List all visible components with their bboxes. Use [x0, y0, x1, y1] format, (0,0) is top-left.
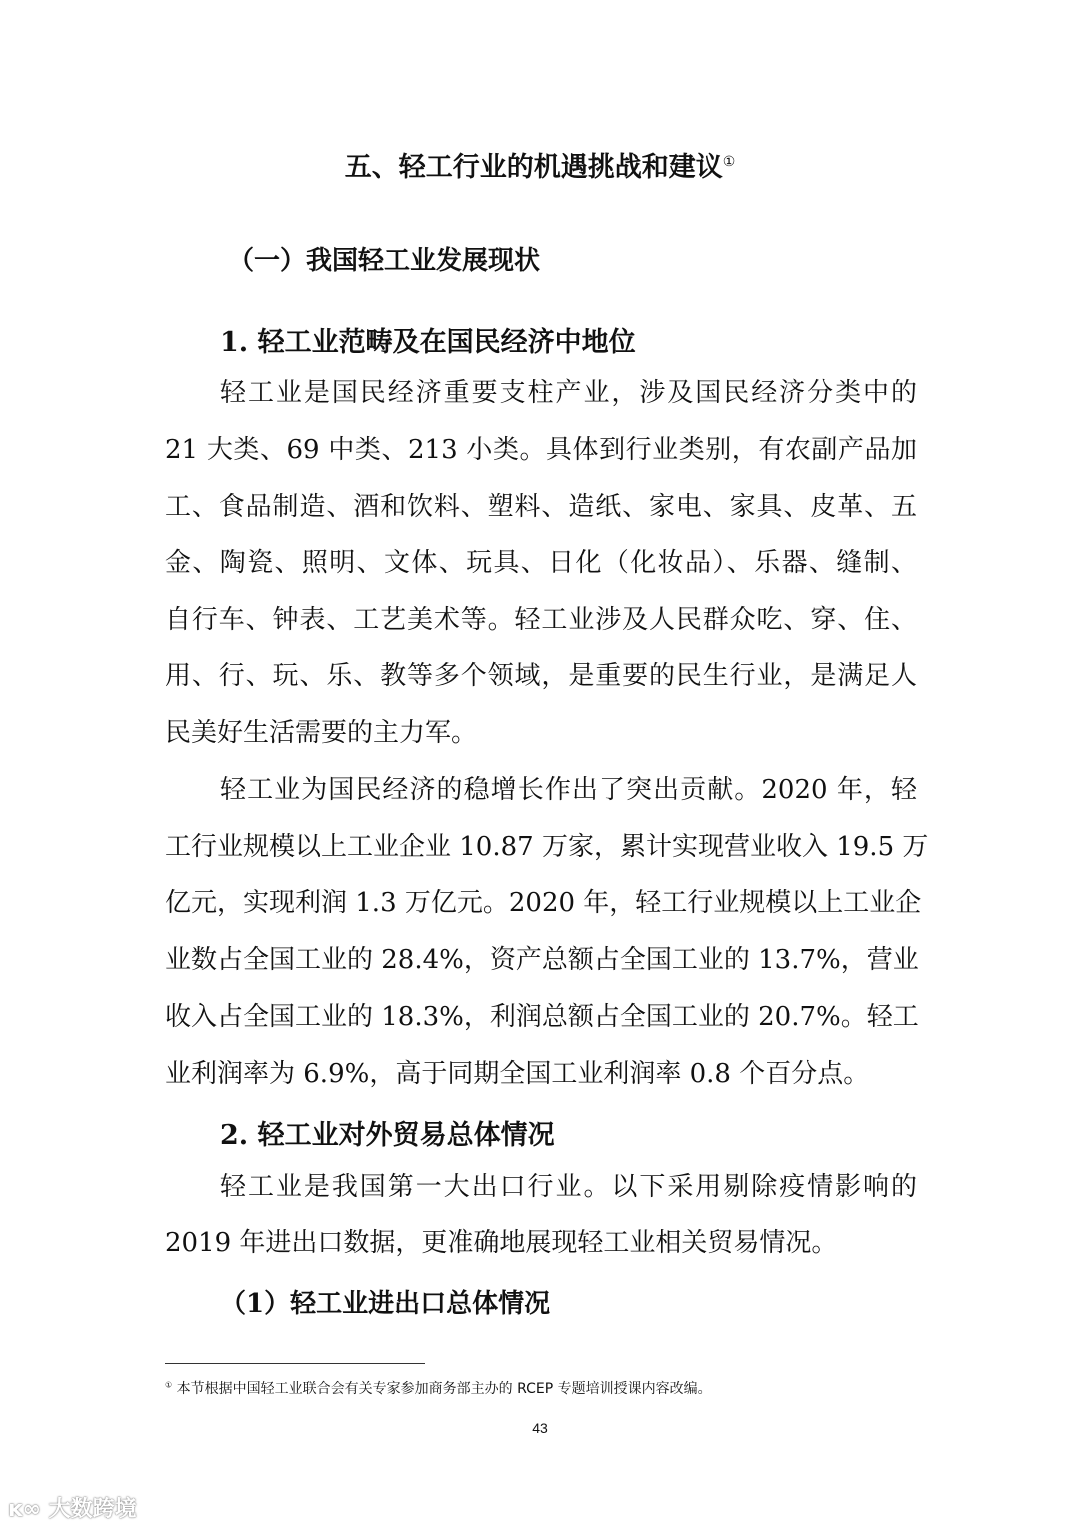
- text-line: 2019 年进出口数据，更准确地展现轻工业相关贸易情况。: [165, 1228, 838, 1258]
- text-line: 民美好生活需要的主力军。: [165, 718, 478, 748]
- text-line: 轻工业为国民经济的稳增长作出了突出贡献。2020 年，轻: [220, 775, 917, 805]
- text-line: 用、行、玩、乐、教等多个领域，是重要的民生行业，是满足人: [165, 661, 917, 691]
- page-title: [0, 145, 1080, 184]
- text-line: 自行车、钟表、工艺美术等。轻工业涉及人民群众吃、穿、住、: [165, 605, 917, 635]
- subsection-heading: 1. 轻工业范畴及在国民经济中地位: [220, 327, 636, 358]
- text-line: 金、陶瓷、照明、文体、玩具、日化（化妆品）、乐器、缝制、: [165, 548, 917, 578]
- title-text: 五、轻工行业的机遇挑战和建议: [344, 152, 723, 183]
- section-heading: （一）我国轻工业发展现状: [228, 246, 541, 276]
- text-line: 业数占全国工业的 28.4%，资产总额占全国工业的 13.7%，营业: [165, 945, 919, 975]
- text-line: 轻工业是我国第一大出口行业。以下采用剔除疫情影响的: [220, 1172, 917, 1202]
- text-line: 21 大类、69 中类、213 小类。具体到行业类别，有农副产品加: [165, 435, 917, 465]
- footnote-divider: [165, 1363, 425, 1364]
- text-line: 收入占全国工业的 18.3%，利润总额占全国工业的 20.7%。轻工: [165, 1002, 919, 1032]
- footnote-text: 本节根据中国轻工业联合会有关专家参加商务部主办的 RCEP 专题培训授课内容改编。: [176, 1381, 712, 1397]
- footnote-ref: ①: [722, 154, 736, 170]
- text-line: 业利润率为 6.9%，高于同期全国工业利润率 0.8 个百分点。: [165, 1059, 870, 1089]
- text-line: 轻工业是国民经济重要支柱产业，涉及国民经济分类中的: [220, 378, 917, 408]
- text-line: 工行业规模以上工业企业 10.87 万家，累计实现营业收入 19.5 万: [165, 832, 929, 862]
- text-line: 工、食品制造、酒和饮料、塑料、造纸、家电、家具、皮革、五: [165, 492, 917, 522]
- footnote: [165, 1378, 712, 1398]
- watermark-text: 大数跨境: [48, 1497, 137, 1522]
- watermark-logo: ᴋ∞ 大数跨境: [8, 1497, 137, 1522]
- subsubsection-heading: （1）轻工业进出口总体情况: [220, 1289, 551, 1319]
- subsection-heading: 2. 轻工业对外贸易总体情况: [220, 1120, 555, 1151]
- text-line: 亿元，实现利润 1.3 万亿元。2020 年，轻工行业规模以上工业企: [165, 888, 922, 918]
- page-number: 43: [532, 1420, 548, 1436]
- footnote-mark: ①: [165, 1380, 173, 1390]
